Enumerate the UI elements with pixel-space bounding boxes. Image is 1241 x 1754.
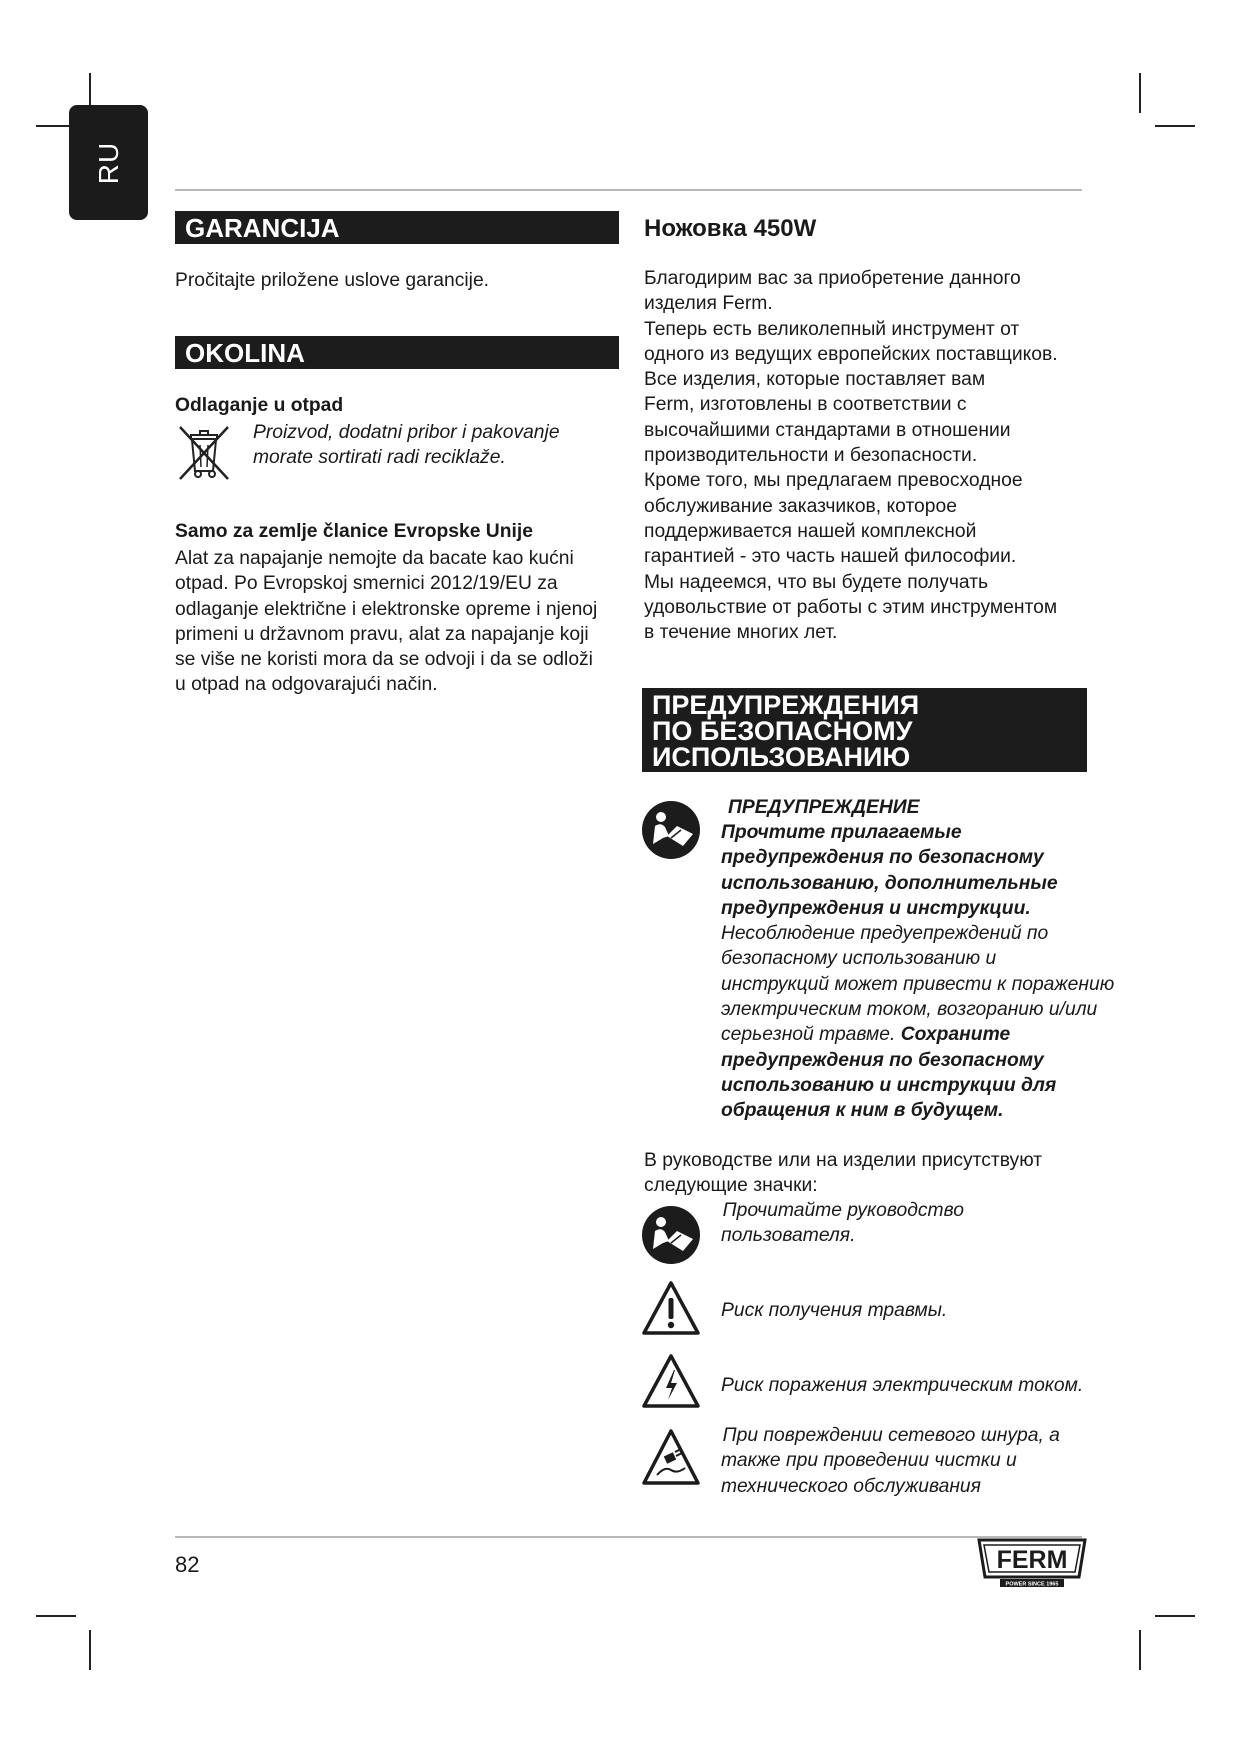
symbol-electric-text: Риск поражения электрическим током.: [721, 1375, 1084, 1396]
warning-heading: ПРЕДУПРЕЖДЕНИЕ: [728, 797, 920, 818]
logo-wordmark: FERM: [996, 1546, 1068, 1574]
crop-mark: [36, 1615, 76, 1617]
page-number: 82: [175, 1552, 200, 1577]
recycle-bin-crossed-icon: [174, 423, 234, 483]
language-tab: [69, 105, 148, 220]
ferm-logo: [976, 1537, 1088, 1589]
garancija-heading: GARANCIJA: [175, 211, 619, 244]
eu-heading: Samo za zemlje članice Evropske Unije: [175, 521, 533, 542]
logo-tagline: POWER SINCE 1965: [1005, 1581, 1059, 1588]
read-manual-symbol-icon: [641, 1205, 701, 1265]
symbol-injury-text: Риск получения травмы.: [721, 1300, 948, 1321]
safety-heading: ПРЕДУПРЕЖДЕНИЯ ПО БЕЗОПАСНОМУ ИСПОЛЬЗОВАНИЮ: [642, 688, 1087, 772]
language-label: RU: [92, 141, 124, 184]
garancija-text: Pročitajte priložene uslove garancije.: [175, 270, 490, 291]
disposal-text: Proizvod, dodatni pribor i pakovanje morate sortirati radi reciklaže.: [253, 422, 560, 469]
crop-mark: [89, 1630, 91, 1670]
intro-text: Благодирим вас за приобретение данного изделия Ferm. Теперь есть великолепный инструмент от одного из ведущих европейских поставщиков. Все изделия, которые поставляет вам Ferm, изготовлены в соответствии с высочайшими стандартами в отношении производительности и безопасности. Кроме того, мы предлагаем превосходное обслуживание заказчиков, которое поддерживается нашей комплексной гарантией - это часть нашей философии. Мы надеемся, что вы будете получать удовольствие от работы с этим инструментом в течение многих лет.: [644, 268, 1058, 644]
symbol-cord-text: При повреждении сетевого шнура, а также при проведении чистки и технического обслуживания: [721, 1425, 1060, 1497]
crop-mark: [1139, 73, 1141, 113]
warning-text: Прочтите прилагаемые предупреждения по безопасному использованию, дополнительные предупреждения и инструкции. Несоблюдение предуепреждений по безопасному использованию и инструкций может привести к поражению электрическим током, возгоранию и/или серьезной травме. Сохраните предупреждения по безопасному использованию и инструкции для обращения к ним в будущем.: [721, 822, 1115, 1122]
warning-triangle-icon: [641, 1280, 701, 1336]
top-divider: [175, 189, 1082, 191]
crop-mark: [1139, 1630, 1141, 1670]
read-manual-icon: [641, 800, 701, 860]
crop-mark: [1155, 125, 1195, 127]
okolina-heading: OKOLINA: [175, 336, 619, 369]
product-title: Ножовка 450W: [644, 215, 817, 242]
symbol-read-manual-text: Прочитайте руководство пользователя.: [721, 1200, 964, 1247]
crop-mark: [1155, 1615, 1195, 1617]
eu-text: Alat za napajanje nemojte da bacate kao kućni otpad. Po Evropskoj smernici 2012/19/EU za odlaganje električne i elektronske opreme i njenoj primeni u državnom pravu, alat za napajanje koji se više ne koristi mora da se odvoji i da se odloži u otpad na odgovarajući način.: [175, 548, 598, 696]
disposal-heading: Odlaganje u otpad: [175, 395, 344, 416]
bottom-divider: [175, 1536, 1082, 1538]
symbols-intro: В руководстве или на изделии присутствуют следующие значки:: [644, 1150, 1043, 1197]
unplug-cord-icon: [641, 1428, 701, 1486]
electric-shock-icon: [641, 1353, 701, 1409]
